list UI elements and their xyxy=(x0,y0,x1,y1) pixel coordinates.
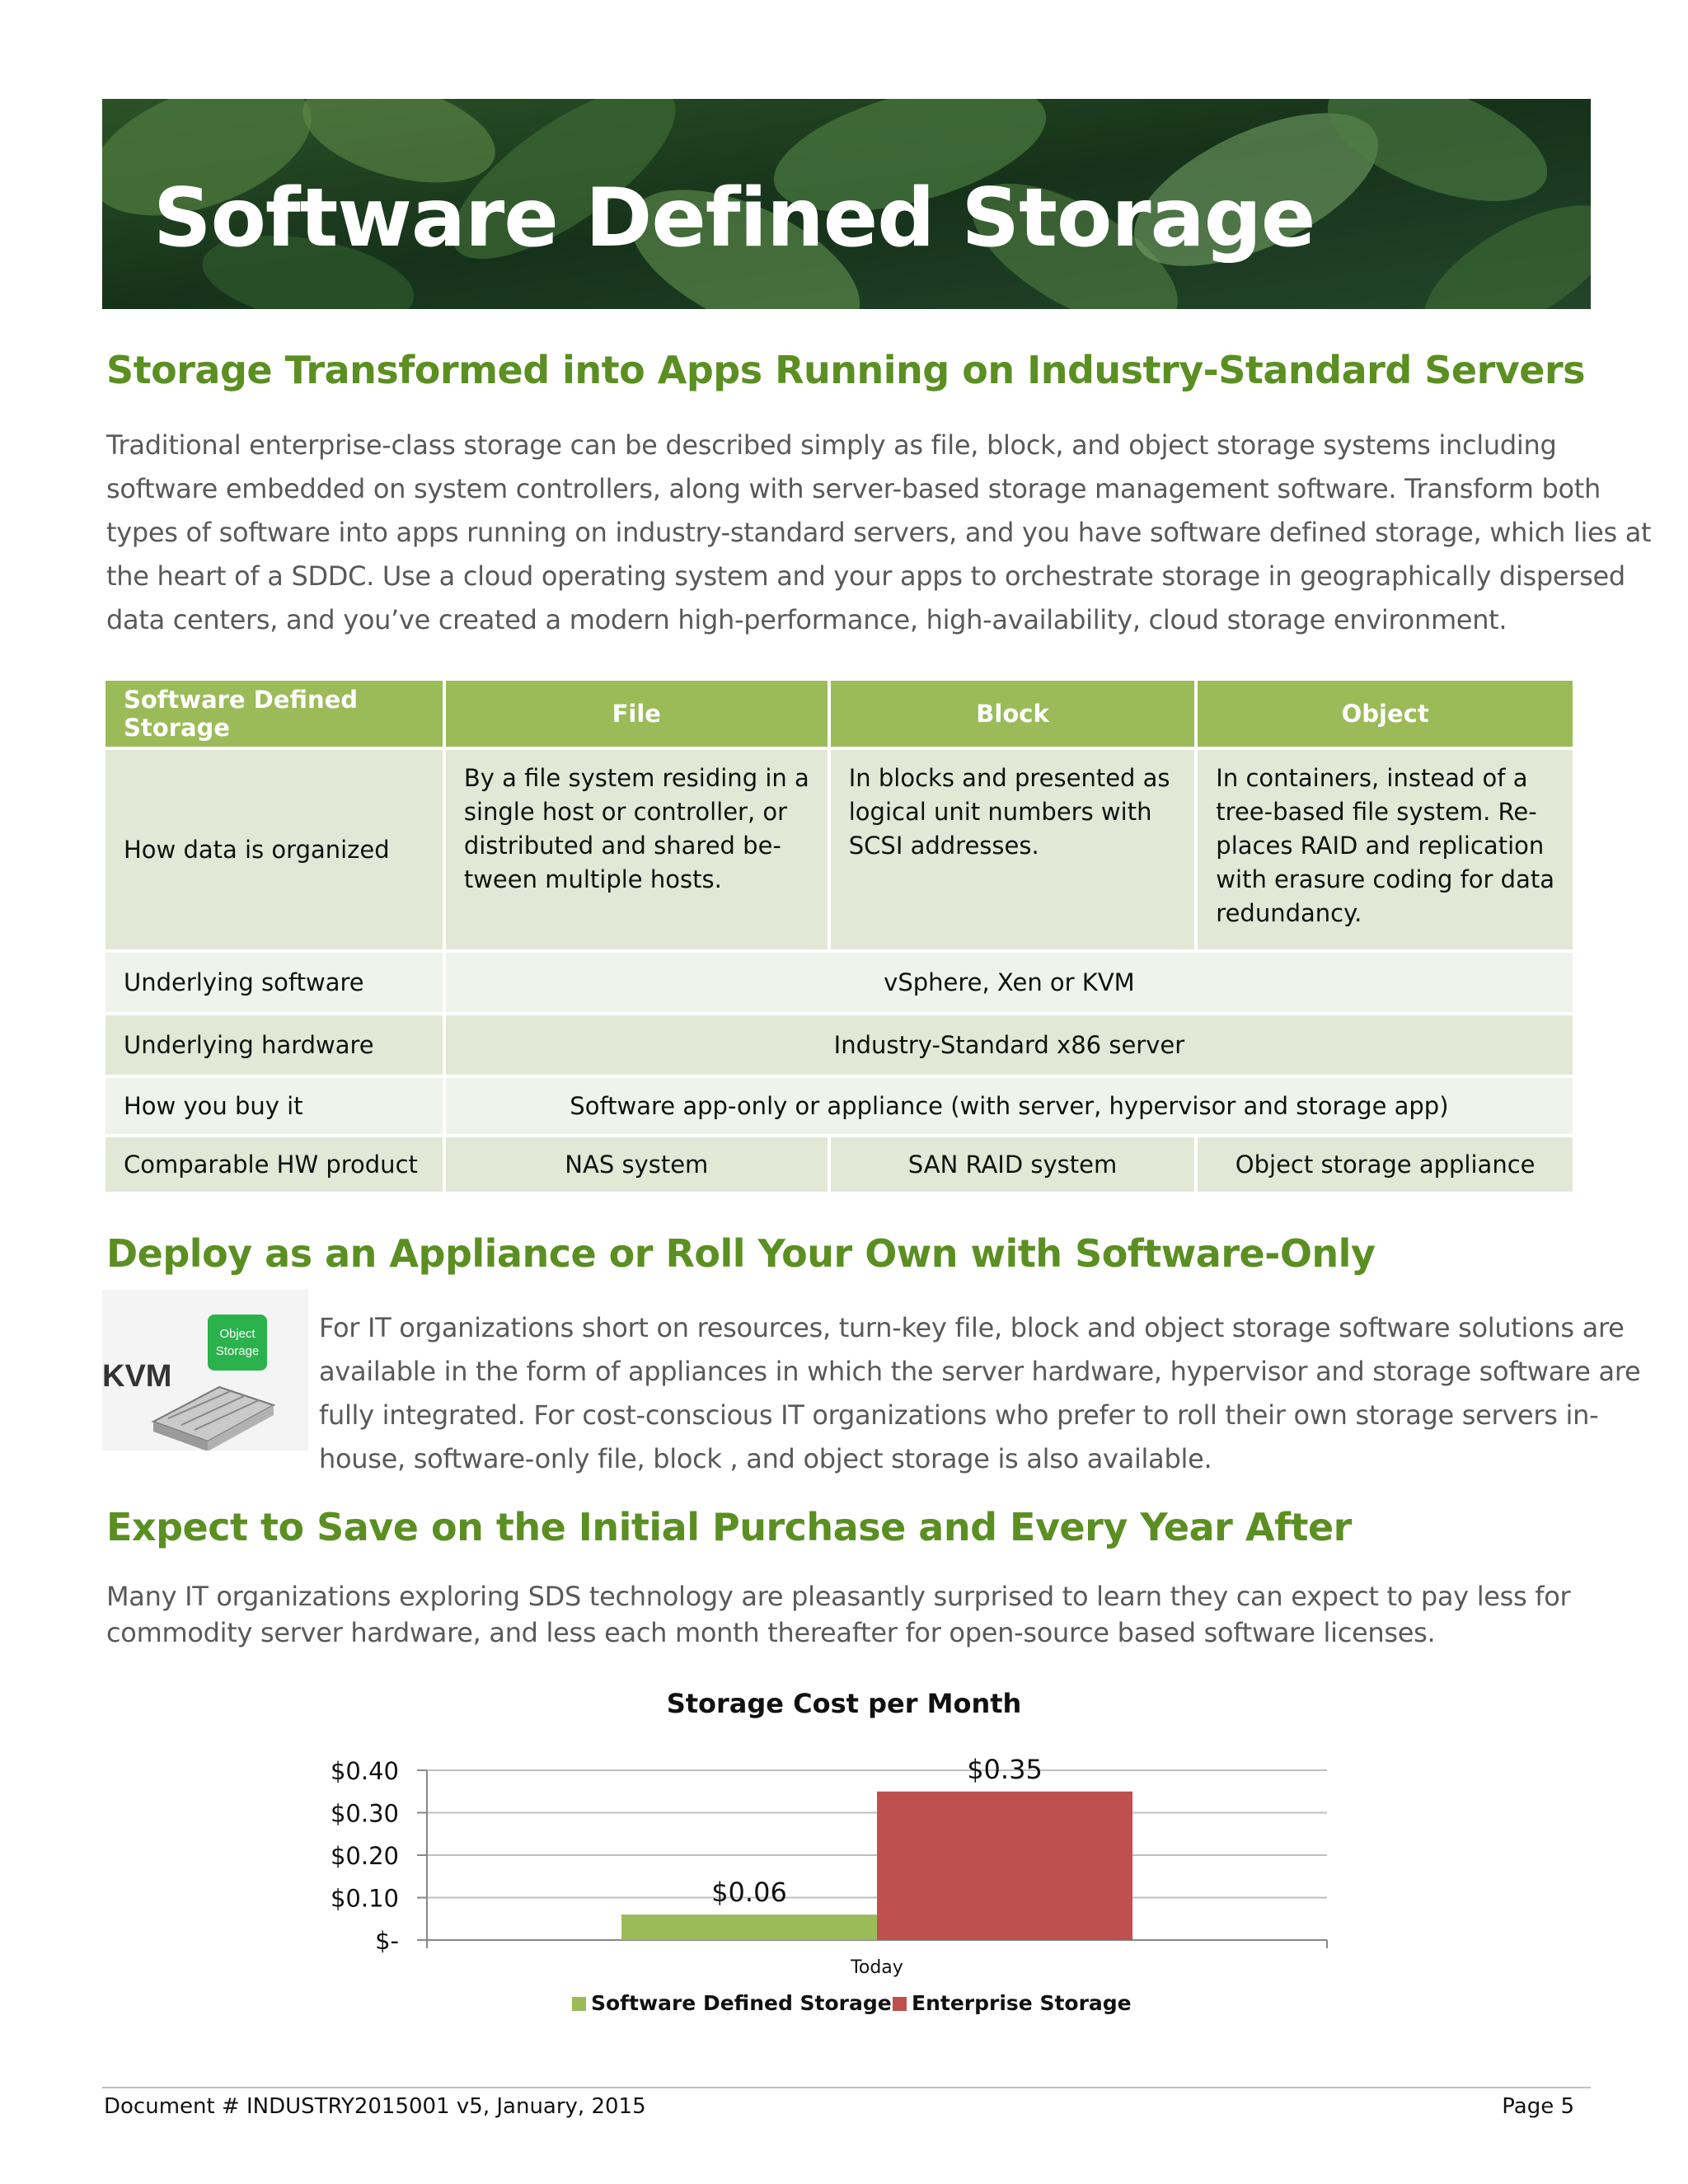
badge-line-1: Object xyxy=(219,1327,256,1341)
table-header-cell: Block xyxy=(829,679,1197,748)
paragraph-line: data centers, and you’ve created a modern high-performance, high-availability, cloud storage environment. xyxy=(106,604,1507,635)
paragraph-line: fully integrated. For cost-conscious IT organizations who prefer to roll their own storage servers in- xyxy=(319,1399,1599,1431)
badge-line-2: Storage xyxy=(215,1344,260,1358)
document-number: Document # INDUSTRY2015001 v5, January, 2015 xyxy=(104,2094,646,2119)
cell-line: places RAID and replication xyxy=(1216,832,1545,860)
cell-line: SCSI addresses. xyxy=(848,832,1039,860)
cell-line: In blocks and presented as xyxy=(848,764,1170,792)
row-label: How data is organized xyxy=(104,748,444,951)
paragraph-line: commodity server hardware, and less each month thereafter for open-source based software licenses. xyxy=(106,1617,1436,1648)
kvm-logo: KVM xyxy=(102,1359,172,1394)
section-heading-storage-transformed: Storage Transformed into Apps Running on Industry-Standard Servers xyxy=(106,348,1586,392)
paragraph-line: For IT organizations short on resources, turn-key file, block and object storage software solutions are xyxy=(319,1312,1625,1343)
row-label: How you buy it xyxy=(104,1076,444,1136)
y-tick-label: $0.40 xyxy=(330,1757,399,1785)
table-header-cell: File xyxy=(444,679,829,748)
data-label: $0.06 xyxy=(711,1877,787,1909)
paragraph-line: Traditional enterprise-class storage can be described simply as file, block, and object storage systems including xyxy=(106,429,1557,461)
y-tick-label: $0.10 xyxy=(330,1884,399,1913)
row-label: Underlying software xyxy=(104,951,444,1014)
page-title: Software Defined Storage xyxy=(153,171,1315,265)
cell-line: with erasure coding for data xyxy=(1216,865,1554,893)
cell-line: In containers, instead of a xyxy=(1216,764,1528,792)
legend-label: Software Defined Storage xyxy=(591,1991,892,2015)
section-heading-expect-to-save: Expect to Save on the Initial Purchase and Every Year After xyxy=(106,1505,1352,1549)
table-cell-file: NAS system xyxy=(444,1136,829,1193)
y-tick-label: $0.20 xyxy=(330,1842,399,1870)
chart-title: Storage Cost per Month xyxy=(666,1688,1022,1719)
cell-line: By a file system residing in a xyxy=(463,764,809,792)
cell-line: logical unit numbers with xyxy=(848,798,1152,826)
row-label: Underlying hardware xyxy=(104,1014,444,1076)
paragraph-line: Many IT organizations exploring SDS technology are pleasantly surprised to learn they can expect to pay less for xyxy=(106,1581,1571,1612)
cell-line: tween multiple hosts. xyxy=(463,865,722,893)
page-number: Page 5 xyxy=(1502,2094,1574,2119)
x-tick-label: Today xyxy=(851,1957,903,1978)
paragraph-line: types of software into apps running on industry-standard servers, and you have software defined storage, which lies at xyxy=(106,517,1652,548)
paragraph-line: software embedded on system controllers, along with server-based storage management software. Transform both xyxy=(106,473,1601,504)
cell-line: redundancy. xyxy=(1216,899,1362,927)
table-cell-merged: Software app-only or appliance (with server, hypervisor and storage app) xyxy=(444,1076,1574,1136)
paragraph-line: available in the form of appliances in which the server hardware, hypervisor and storage software are xyxy=(319,1356,1641,1387)
y-tick-label: $- xyxy=(375,1927,399,1955)
cell-line: distributed and shared be- xyxy=(463,832,781,860)
legend-label: Enterprise Storage xyxy=(912,1991,1132,2015)
table-cell-merged: vSphere, Xen or KVM xyxy=(444,951,1574,1014)
y-tick-label: $0.30 xyxy=(330,1799,399,1828)
paragraph-line: the heart of a SDDC. Use a cloud operating system and your apps to orchestrate storage in geographically dispersed xyxy=(106,560,1625,592)
table-header-cell: Software Defined Storage xyxy=(104,679,444,748)
data-label: $0.35 xyxy=(967,1753,1043,1785)
legend-swatch xyxy=(572,1997,586,2011)
cell-line: tree-based file system. Re- xyxy=(1216,798,1537,826)
table-cell-block: SAN RAID system xyxy=(829,1136,1197,1193)
legend-swatch xyxy=(893,1997,907,2011)
row-label: Comparable HW product xyxy=(104,1136,444,1193)
bar-software-defined-storage xyxy=(621,1915,877,1940)
table-cell-object: Object storage appliance xyxy=(1196,1136,1574,1193)
section-heading-deploy: Deploy as an Appliance or Roll Your Own with Software-Only xyxy=(106,1231,1376,1276)
footer-divider xyxy=(102,2087,1591,2088)
cell-line: single host or controller, or xyxy=(463,798,788,826)
table-cell-merged: Industry-Standard x86 server xyxy=(444,1014,1574,1076)
table-header-cell: Object xyxy=(1196,679,1574,748)
paragraph-line: house, software-only file, block , and object storage is also available. xyxy=(319,1443,1212,1474)
bar-enterprise-storage xyxy=(877,1792,1132,1940)
